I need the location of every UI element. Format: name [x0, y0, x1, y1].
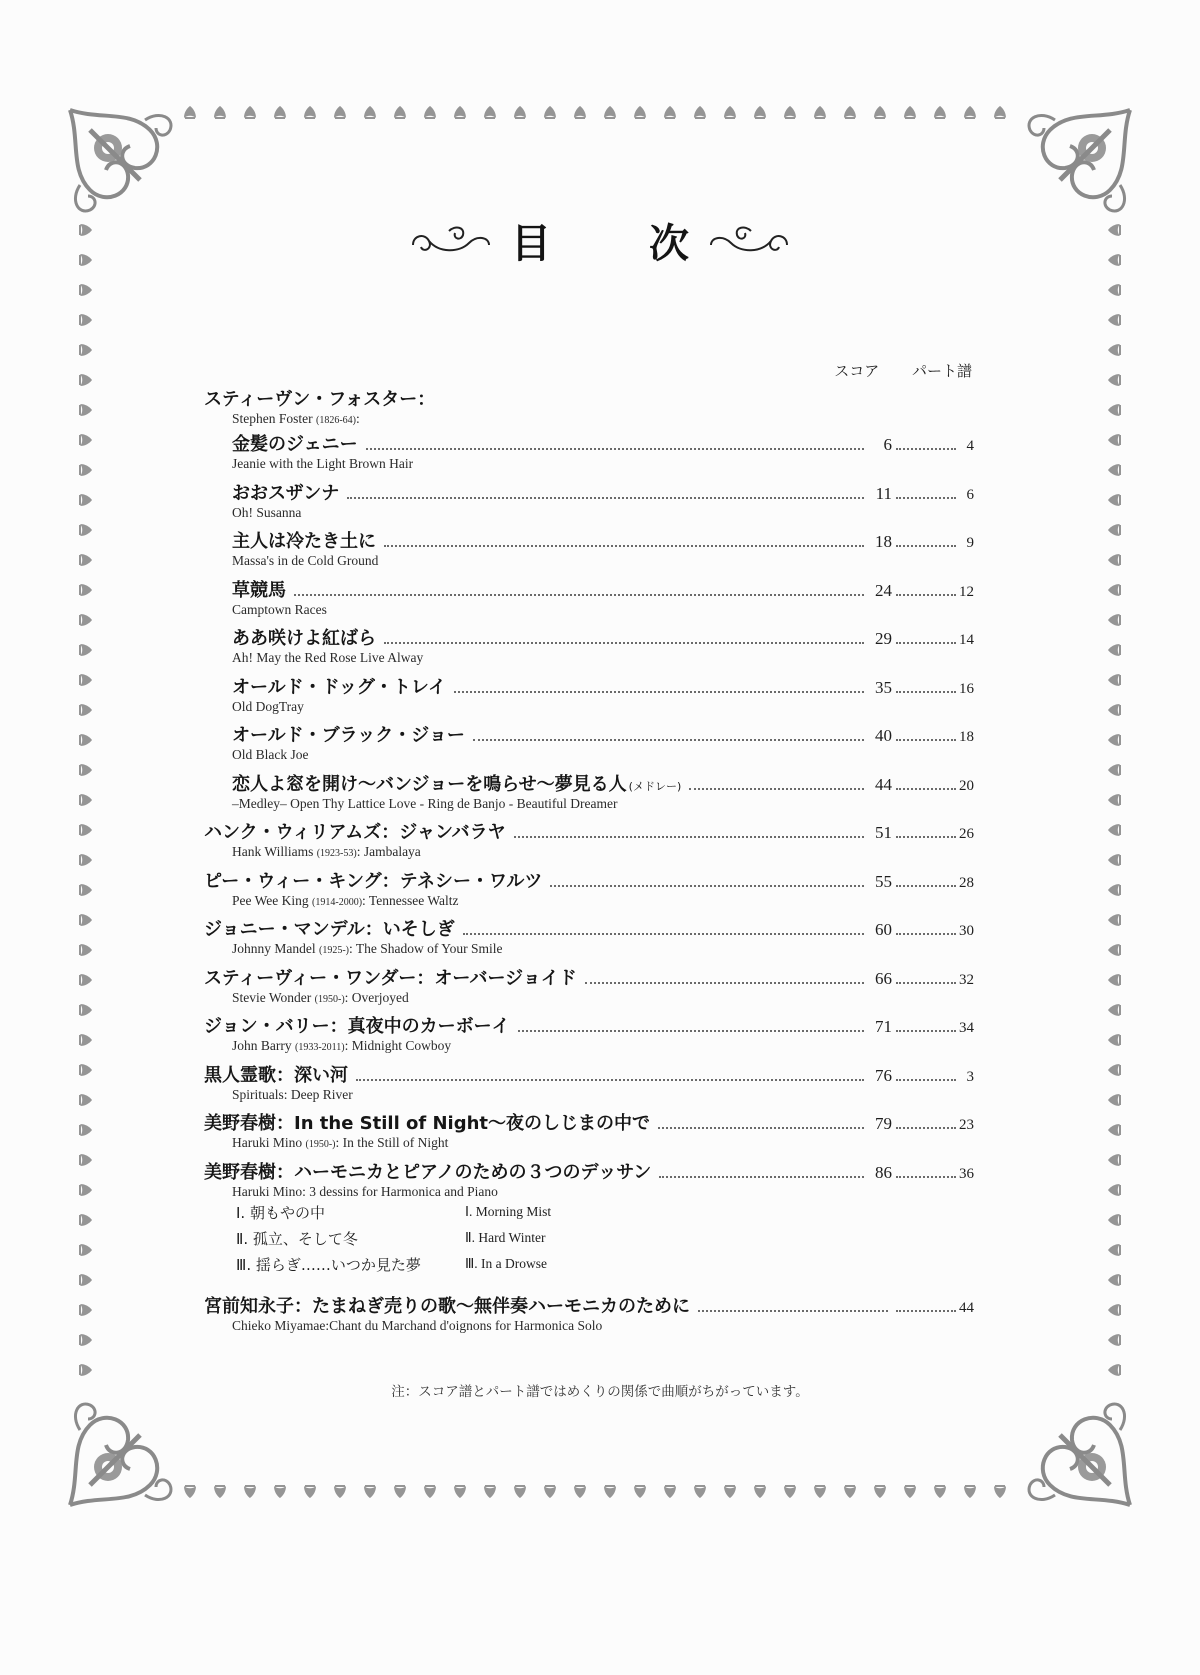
title-en: Ah! May the Red Rose Live Alway	[232, 650, 424, 665]
composer-years: (1923-53)	[316, 848, 357, 859]
leader-dots	[384, 545, 864, 547]
leader-dots	[514, 836, 864, 838]
title-ja: 美野春樹：ハーモニカとピアノのための３つのデッサン	[204, 1161, 652, 1183]
footnote: 注：スコア譜とパート譜ではめくりの関係で曲順がちがっています。	[391, 1384, 809, 1400]
score-page: 55	[875, 871, 892, 891]
piece-en: : Midnight Cowboy	[344, 1038, 452, 1053]
title-ja: 金髪のジェニー	[232, 434, 358, 455]
composer-en: Haruki Mino: 3 dessins for Harmonica and Piano	[232, 1183, 498, 1199]
part-page: 3	[966, 1068, 974, 1085]
score-page: 6	[883, 435, 892, 454]
title-en	[232, 1087, 353, 1103]
composer-en: Johnny Mandel	[232, 941, 316, 956]
title-ja: オールド・ブラック・ジョー	[232, 725, 465, 746]
leader-dots	[689, 788, 864, 790]
piece-en: : In the Still of Night	[335, 1135, 449, 1150]
title-ja: 宮前知永子：たまねぎ売りの歌〜無伴奏ハーモニカのために	[204, 1296, 690, 1317]
leader-dots	[454, 691, 864, 693]
part-page: 34	[959, 1020, 974, 1036]
part-page: 30	[959, 923, 974, 939]
title-en: Chieko Miyamae:Chant du Marchand d'oignons for Harmonica Solo	[232, 1318, 603, 1333]
composer-en: Spirituals: Deep River	[232, 1086, 353, 1102]
title-en	[232, 990, 409, 1006]
movement-en: Ⅱ. Hard Winter	[465, 1230, 546, 1245]
leader-dots	[896, 594, 956, 596]
score-page: 29	[875, 629, 892, 648]
composer-en: John Barry	[232, 1038, 292, 1053]
title-ja: ジョニー・マンデル：いそしぎ	[204, 919, 455, 940]
composer-en: Stevie Wonder	[232, 989, 312, 1005]
title-en: Jeanie with the Light Brown Hair	[232, 456, 414, 471]
title-ja: オールド・ドッグ・トレイ	[232, 676, 447, 698]
composer-en: Haruki Mino	[232, 1135, 303, 1150]
leader-dots	[463, 933, 864, 935]
movement-ja: Ⅰ. 朝もやの中	[236, 1204, 325, 1222]
score-column-header: スコア	[834, 362, 880, 380]
title-en	[232, 1038, 451, 1054]
leader-dots	[659, 1176, 864, 1178]
title-ja: 草競馬	[232, 579, 286, 601]
score-page: 79	[875, 1114, 892, 1133]
leader-dots	[356, 1079, 864, 1081]
toc-entry-line	[204, 1012, 974, 1036]
leader-dots	[896, 933, 956, 935]
title-en	[232, 1184, 498, 1200]
composer-years: (1914-2000)	[312, 896, 363, 908]
title-ja: おおスザンナ	[232, 482, 340, 504]
score-page: 24	[875, 580, 892, 600]
leader-dots	[384, 642, 864, 644]
score-page: 35	[875, 677, 892, 697]
leader-dots	[473, 739, 864, 741]
scroll-ornament-right-icon	[707, 223, 791, 257]
piece-en: : Tennessee Waltz	[362, 892, 459, 908]
composer-years: (1950-)	[305, 1139, 336, 1150]
leader-dots	[347, 497, 864, 499]
toc-entry-line	[232, 721, 974, 745]
title-ja: ああ咲けよ紅ばら	[232, 628, 376, 649]
toc-entry-line	[204, 867, 974, 891]
leader-dots	[896, 885, 956, 887]
toc-entry-line	[232, 673, 974, 697]
toc-entry-line	[232, 527, 974, 551]
leader-dots	[585, 982, 864, 984]
part-page: 20	[959, 777, 974, 794]
movement-ja: Ⅲ. 揺らぎ……いつか見た夢	[236, 1256, 421, 1274]
leader-dots	[366, 448, 864, 450]
toc-entry-line	[204, 1292, 974, 1316]
part-page: 32	[959, 971, 974, 988]
leader-dots	[294, 594, 864, 596]
part-page: 12	[959, 583, 974, 600]
leader-dots	[896, 691, 956, 693]
title-ja: 美野春樹：In the Still of Night〜夜のしじまの中で	[204, 1113, 651, 1134]
title-ja: 黒人霊歌：深い河	[204, 1064, 348, 1086]
leader-dots	[550, 885, 864, 887]
leader-dots	[896, 739, 956, 741]
leader-dots	[896, 1176, 956, 1178]
score-page: 51	[875, 823, 892, 842]
part-page: 28	[959, 874, 974, 891]
title-ja: 主人は冷たき土に	[232, 531, 376, 552]
score-page: 86	[875, 1162, 892, 1182]
toc-entry-line	[204, 1109, 974, 1133]
score-page: 44	[875, 774, 892, 794]
composer-heading-foster	[204, 385, 436, 426]
composer-years: (1933-2011)	[295, 1042, 345, 1053]
leader-dots	[896, 497, 956, 499]
composer-name-ja: スティーヴン・フォスター：	[204, 389, 436, 410]
composer-years: (1950-)	[314, 993, 345, 1005]
title-en	[232, 1135, 448, 1151]
part-page: 36	[959, 1165, 974, 1182]
part-page: 4	[966, 438, 974, 454]
part-page: 23	[959, 1117, 974, 1133]
column-headers	[806, 360, 972, 381]
score-page: 60	[875, 920, 892, 939]
part-page: 26	[959, 826, 974, 842]
toc-entry-line	[232, 770, 974, 794]
leader-dots	[896, 788, 956, 790]
title-area	[0, 210, 1200, 270]
part-page: 9	[966, 535, 974, 551]
leader-dots	[896, 448, 956, 450]
part-page: 16	[959, 680, 974, 697]
toc-entry-line	[204, 1061, 974, 1085]
title-en	[232, 941, 503, 957]
composer-en: Pee Wee King	[232, 892, 309, 908]
composer-en: Hank Williams	[232, 844, 314, 859]
leader-dots	[896, 545, 956, 547]
part-page: 6	[966, 486, 974, 503]
leader-dots	[896, 1079, 956, 1081]
title-ja: スティーヴィー・ワンダー：オーバージョイド	[204, 967, 577, 989]
title-en	[232, 893, 458, 909]
score-page: 11	[875, 483, 892, 503]
score-page: 66	[875, 968, 892, 988]
movement-en: Ⅲ. In a Drowse	[465, 1256, 548, 1271]
title-ja: ジョン・バリー：真夜中のカーボーイ	[204, 1016, 510, 1037]
title-en: Massa's in de Cold Ground	[232, 553, 379, 568]
toc-entry-line	[204, 1158, 974, 1182]
composer-name-en: Stephen Foster (1826-64):	[232, 411, 360, 426]
title-ja: 恋人よ窓を開け〜バンジョーを鳴らせ〜夢見る人 (メドレー)	[232, 773, 682, 795]
toc-entry-line	[232, 576, 974, 600]
part-page: 18	[959, 729, 974, 745]
composer-years: (1925-)	[319, 945, 349, 956]
title-en: Old DogTray	[232, 698, 304, 714]
piece-en: : Jambalaya	[356, 844, 421, 859]
part-page: 14	[959, 632, 974, 648]
leader-dots	[896, 982, 956, 984]
title-en: Old Black Joe	[232, 747, 309, 762]
toc-entry-line	[204, 818, 974, 842]
leader-dots	[896, 1127, 956, 1129]
toc-entry-line	[232, 479, 974, 503]
movement-ja: Ⅱ. 孤立、そして冬	[236, 1230, 358, 1248]
piece-en: : The Shadow of Your Smile	[349, 941, 503, 956]
leader-dots	[518, 1030, 864, 1032]
title-en	[232, 844, 421, 860]
toc-entry-line	[232, 624, 974, 648]
title-ja: ハンク・ウィリアムズ：ジャンバラヤ	[204, 822, 506, 843]
leader-dots	[896, 836, 956, 838]
score-page: 18	[875, 532, 892, 551]
title-en: Camptown Races	[232, 601, 327, 617]
scroll-ornament-left-icon	[409, 223, 493, 257]
leader-dots	[698, 1310, 888, 1312]
score-page: 71	[875, 1017, 892, 1036]
toc-entry-line	[204, 964, 974, 988]
title-ja: ピー・ウィー・キング：テネシー・ワルツ	[204, 870, 543, 892]
piece-en: : Overjoyed	[344, 989, 409, 1005]
part-column-header: パート譜	[911, 362, 972, 380]
title-en: –Medley– Open Thy Lattice Love - Ring de Banjo - Beautiful Dreamer	[232, 795, 618, 811]
toc-entry-line	[204, 915, 974, 939]
title-en: Oh! Susanna	[232, 504, 302, 520]
page-title: 目 次	[511, 219, 731, 267]
title-ja-note: (メドレー)	[628, 779, 682, 793]
movement-en: Ⅰ. Morning Mist	[465, 1204, 552, 1219]
part-page: 44	[959, 1300, 974, 1316]
toc-entry-line	[232, 430, 974, 454]
leader-dots	[658, 1127, 864, 1129]
score-page: 40	[875, 726, 892, 745]
score-page: 76	[875, 1065, 892, 1085]
leader-dots	[896, 1310, 956, 1312]
leader-dots	[896, 642, 956, 644]
leader-dots	[896, 1030, 956, 1032]
